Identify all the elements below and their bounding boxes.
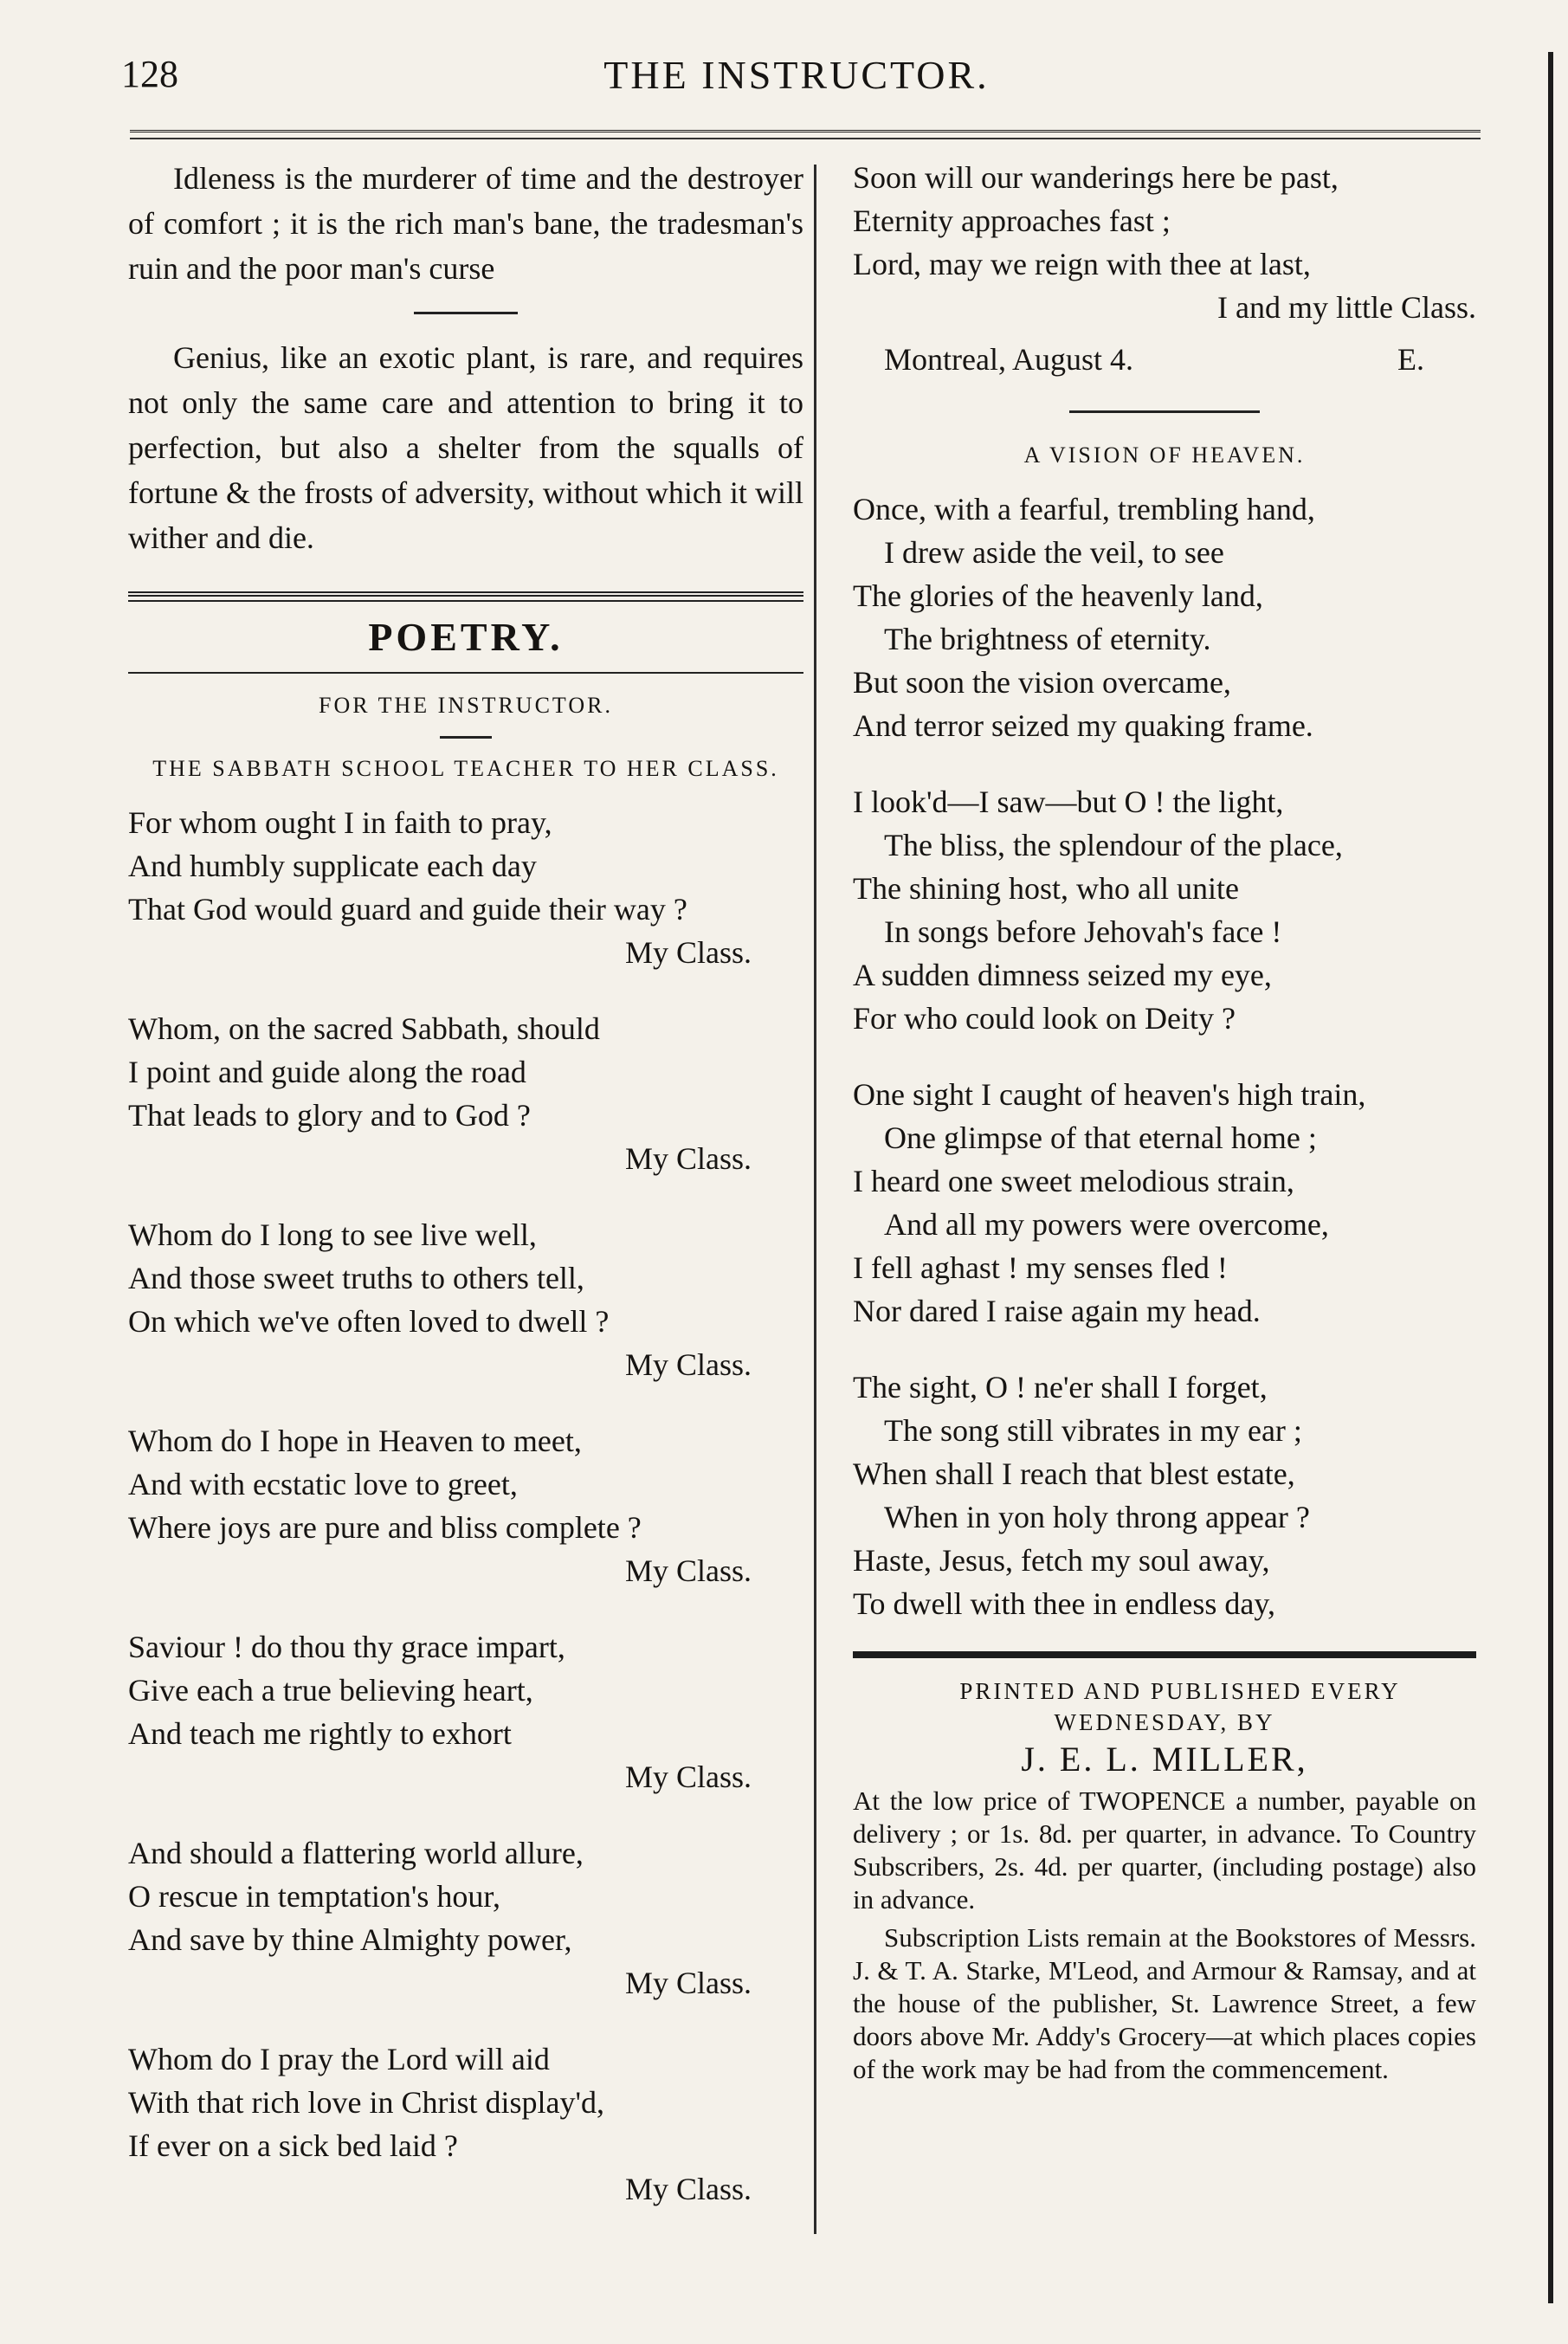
byline: FOR THE INSTRUCTOR.: [319, 693, 613, 718]
poem-line: When in yon holy throng appear ?: [884, 1500, 1310, 1534]
poem-line: If ever on a sick bed laid ?: [128, 2128, 458, 2163]
poem-line: I fell aghast ! my senses fled !: [853, 1250, 1228, 1285]
genius-paragraph: Genius, like an exotic plant, is rare, and requires not only the same care and attention to bring it to perfection, but also a shelter from the squalls of fortune & the frosts of adversity, without which it will wither and die.: [128, 340, 803, 555]
dateline: [853, 338, 1476, 381]
poem-refrain: My Class.: [624, 935, 752, 970]
imprint-rule: [853, 1651, 1476, 1658]
poem-closing-stanza: [853, 156, 1476, 329]
poem-refrain: My Class.: [624, 1966, 752, 2000]
poem-line: I drew aside the veil, to see: [884, 535, 1224, 570]
page-number: 128: [121, 53, 178, 95]
poem-line: Whom do I pray the Lord will aid: [128, 2042, 550, 2076]
poem-line: Where joys are pure and bliss complete ?: [128, 1510, 642, 1545]
poem-line: When shall I reach that blest estate,: [853, 1456, 1295, 1491]
poem-stanza: [128, 801, 803, 974]
poem-refrain: My Class.: [624, 1347, 752, 1382]
poem-line: One glimpse of that eternal home ;: [884, 1120, 1317, 1155]
poem-line: I point and guide along the road: [128, 1055, 526, 1089]
poem-line: The sight, O ! ne'er shall I forget,: [853, 1370, 1268, 1404]
subscription-terms: At the low price of TWOPENCE a number, payable on delivery ; or 1s. 8d. per quarter, in advance. To Country Subscribers, 2s. 4d. per quarter, (including postage) also in advance.: [853, 1785, 1476, 1915]
dateline-place: Montreal, August 4.: [884, 342, 1133, 377]
section-underline: [128, 672, 803, 674]
poem-line: Nor dared I raise again my head.: [853, 1294, 1261, 1328]
poem-line: For who could look on Deity ?: [853, 1001, 1236, 1036]
separator-rule: [414, 312, 518, 314]
poem-line: But soon the vision overcame,: [853, 665, 1231, 700]
column-divider: [814, 165, 816, 2234]
imprint-heading: PRINTED AND PUBLISHED EVERY WEDNESDAY, BY: [959, 1678, 1401, 1735]
poem-line: The song still vibrates in my ear ;: [884, 1413, 1302, 1448]
dateline-signature: E.: [1397, 342, 1424, 377]
poem-line: The glories of the heavenly land,: [853, 578, 1263, 613]
poem-line: That leads to glory and to God ?: [128, 1098, 531, 1133]
poem-line: The shining host, who all unite: [853, 871, 1239, 906]
poem-line: Give each a true believing heart,: [128, 1673, 533, 1708]
poem-line: For whom ought I in faith to pray,: [128, 805, 552, 840]
journal-title: THE INSTRUCTOR.: [603, 53, 990, 97]
poem-line: I heard one sweet melodious strain,: [853, 1164, 1294, 1198]
poem-line: The brightness of eternity.: [884, 622, 1211, 656]
poem-line: A sudden dimness seized my eye,: [853, 958, 1272, 992]
poem-line: Saviour ! do thou thy grace impart,: [128, 1630, 565, 1664]
poem-line: O rescue in temptation's hour,: [128, 1879, 500, 1914]
byline-rule: [440, 736, 492, 739]
poem-stanza: [128, 1213, 803, 1386]
poem-stanza: [853, 1366, 1476, 1625]
poem-line: With that rich love in Christ display'd,: [128, 2085, 604, 2120]
poem-refrain: My Class.: [624, 1553, 752, 1588]
idleness-paragraph: Idleness is the murderer of time and the destroyer of comfort ; it is the rich man's bane, the tradesman's ruin and the poor man's curse: [128, 161, 803, 286]
poem-line: That God would guard and guide their way ?: [128, 892, 687, 927]
poem-line: And with ecstatic love to greet,: [128, 1467, 518, 1501]
poem-line: Lord, may we reign with thee at last,: [853, 247, 1311, 281]
poem-line: And humbly supplicate each day: [128, 849, 537, 883]
poem-refrain: My Class.: [624, 2172, 752, 2206]
section-heading: POETRY.: [368, 615, 564, 659]
page-edge: [1548, 52, 1553, 2303]
poem-stanza: [128, 1007, 803, 1180]
poem-stanza: [853, 1073, 1476, 1333]
poem-line: And all my powers were overcome,: [884, 1207, 1329, 1242]
poem-line: I look'd—I saw—but O ! the light,: [853, 785, 1284, 819]
poem-line: Eternity approaches fast ;: [853, 203, 1171, 238]
poem-stanza: [128, 2037, 803, 2211]
subscription-lists: Subscription Lists remain at the Bookstores of Messrs. J. & T. A. Starke, M'Leod, and Armour & Ramsay, and at the house of the publisher, St. Lawrence Street, a few doors above Mr. Addy's Grocery—at which places copies of the work may be had from the commencement.: [853, 1922, 1476, 2084]
poem-refrain: My Class.: [624, 1760, 752, 1794]
poem-line: On which we've often loved to dwell ?: [128, 1304, 610, 1339]
poem-line: And teach me rightly to exhort: [128, 1716, 512, 1751]
poem-line: To dwell with thee in endless day,: [853, 1586, 1276, 1621]
publisher-name: J. E. L. MILLER,: [1021, 1740, 1308, 1779]
poem-line: Whom, on the sacred Sabbath, should: [128, 1011, 600, 1046]
poem-title: THE SABBATH SCHOOL TEACHER TO HER CLASS.: [152, 756, 779, 781]
poem-line: In songs before Jehovah's face !: [884, 914, 1282, 949]
poem-stanza: [128, 1831, 803, 2005]
poem-stanza: [853, 488, 1476, 747]
section-rule: [128, 591, 803, 602]
poem-line: The bliss, the splendour of the place,: [884, 828, 1343, 862]
separator-rule: [1069, 410, 1260, 413]
running-head: [121, 52, 1472, 113]
poem-line: Whom do I hope in Heaven to meet,: [128, 1424, 582, 1458]
poem-line: Soon will our wanderings here be past,: [853, 160, 1339, 195]
poem2-title: A VISION OF HEAVEN.: [1023, 442, 1306, 468]
right-column: [853, 156, 1476, 2091]
poem-stanza: [853, 780, 1476, 1040]
poem-line: And those sweet truths to others tell,: [128, 1261, 584, 1295]
poem-line: Haste, Jesus, fetch my soul away,: [853, 1543, 1270, 1578]
poem-stanza: [128, 1625, 803, 1798]
poem-line: Once, with a fearful, trembling hand,: [853, 492, 1315, 526]
left-column: [128, 156, 803, 2244]
poem-line: Whom do I long to see live well,: [128, 1217, 537, 1252]
header-rule: [130, 130, 1481, 139]
poem-line: And save by thine Almighty power,: [128, 1922, 572, 1957]
poem-stanza: [128, 1419, 803, 1592]
imprint: [853, 1676, 1476, 2086]
poem-line: One sight I caught of heaven's high train,: [853, 1077, 1366, 1112]
poem-line: And terror seized my quaking frame.: [853, 708, 1313, 743]
poem-refrain: I and my little Class.: [1217, 290, 1476, 325]
poem-line: And should a flattering world allure,: [128, 1836, 584, 1870]
poem-refrain: My Class.: [624, 1141, 752, 1176]
